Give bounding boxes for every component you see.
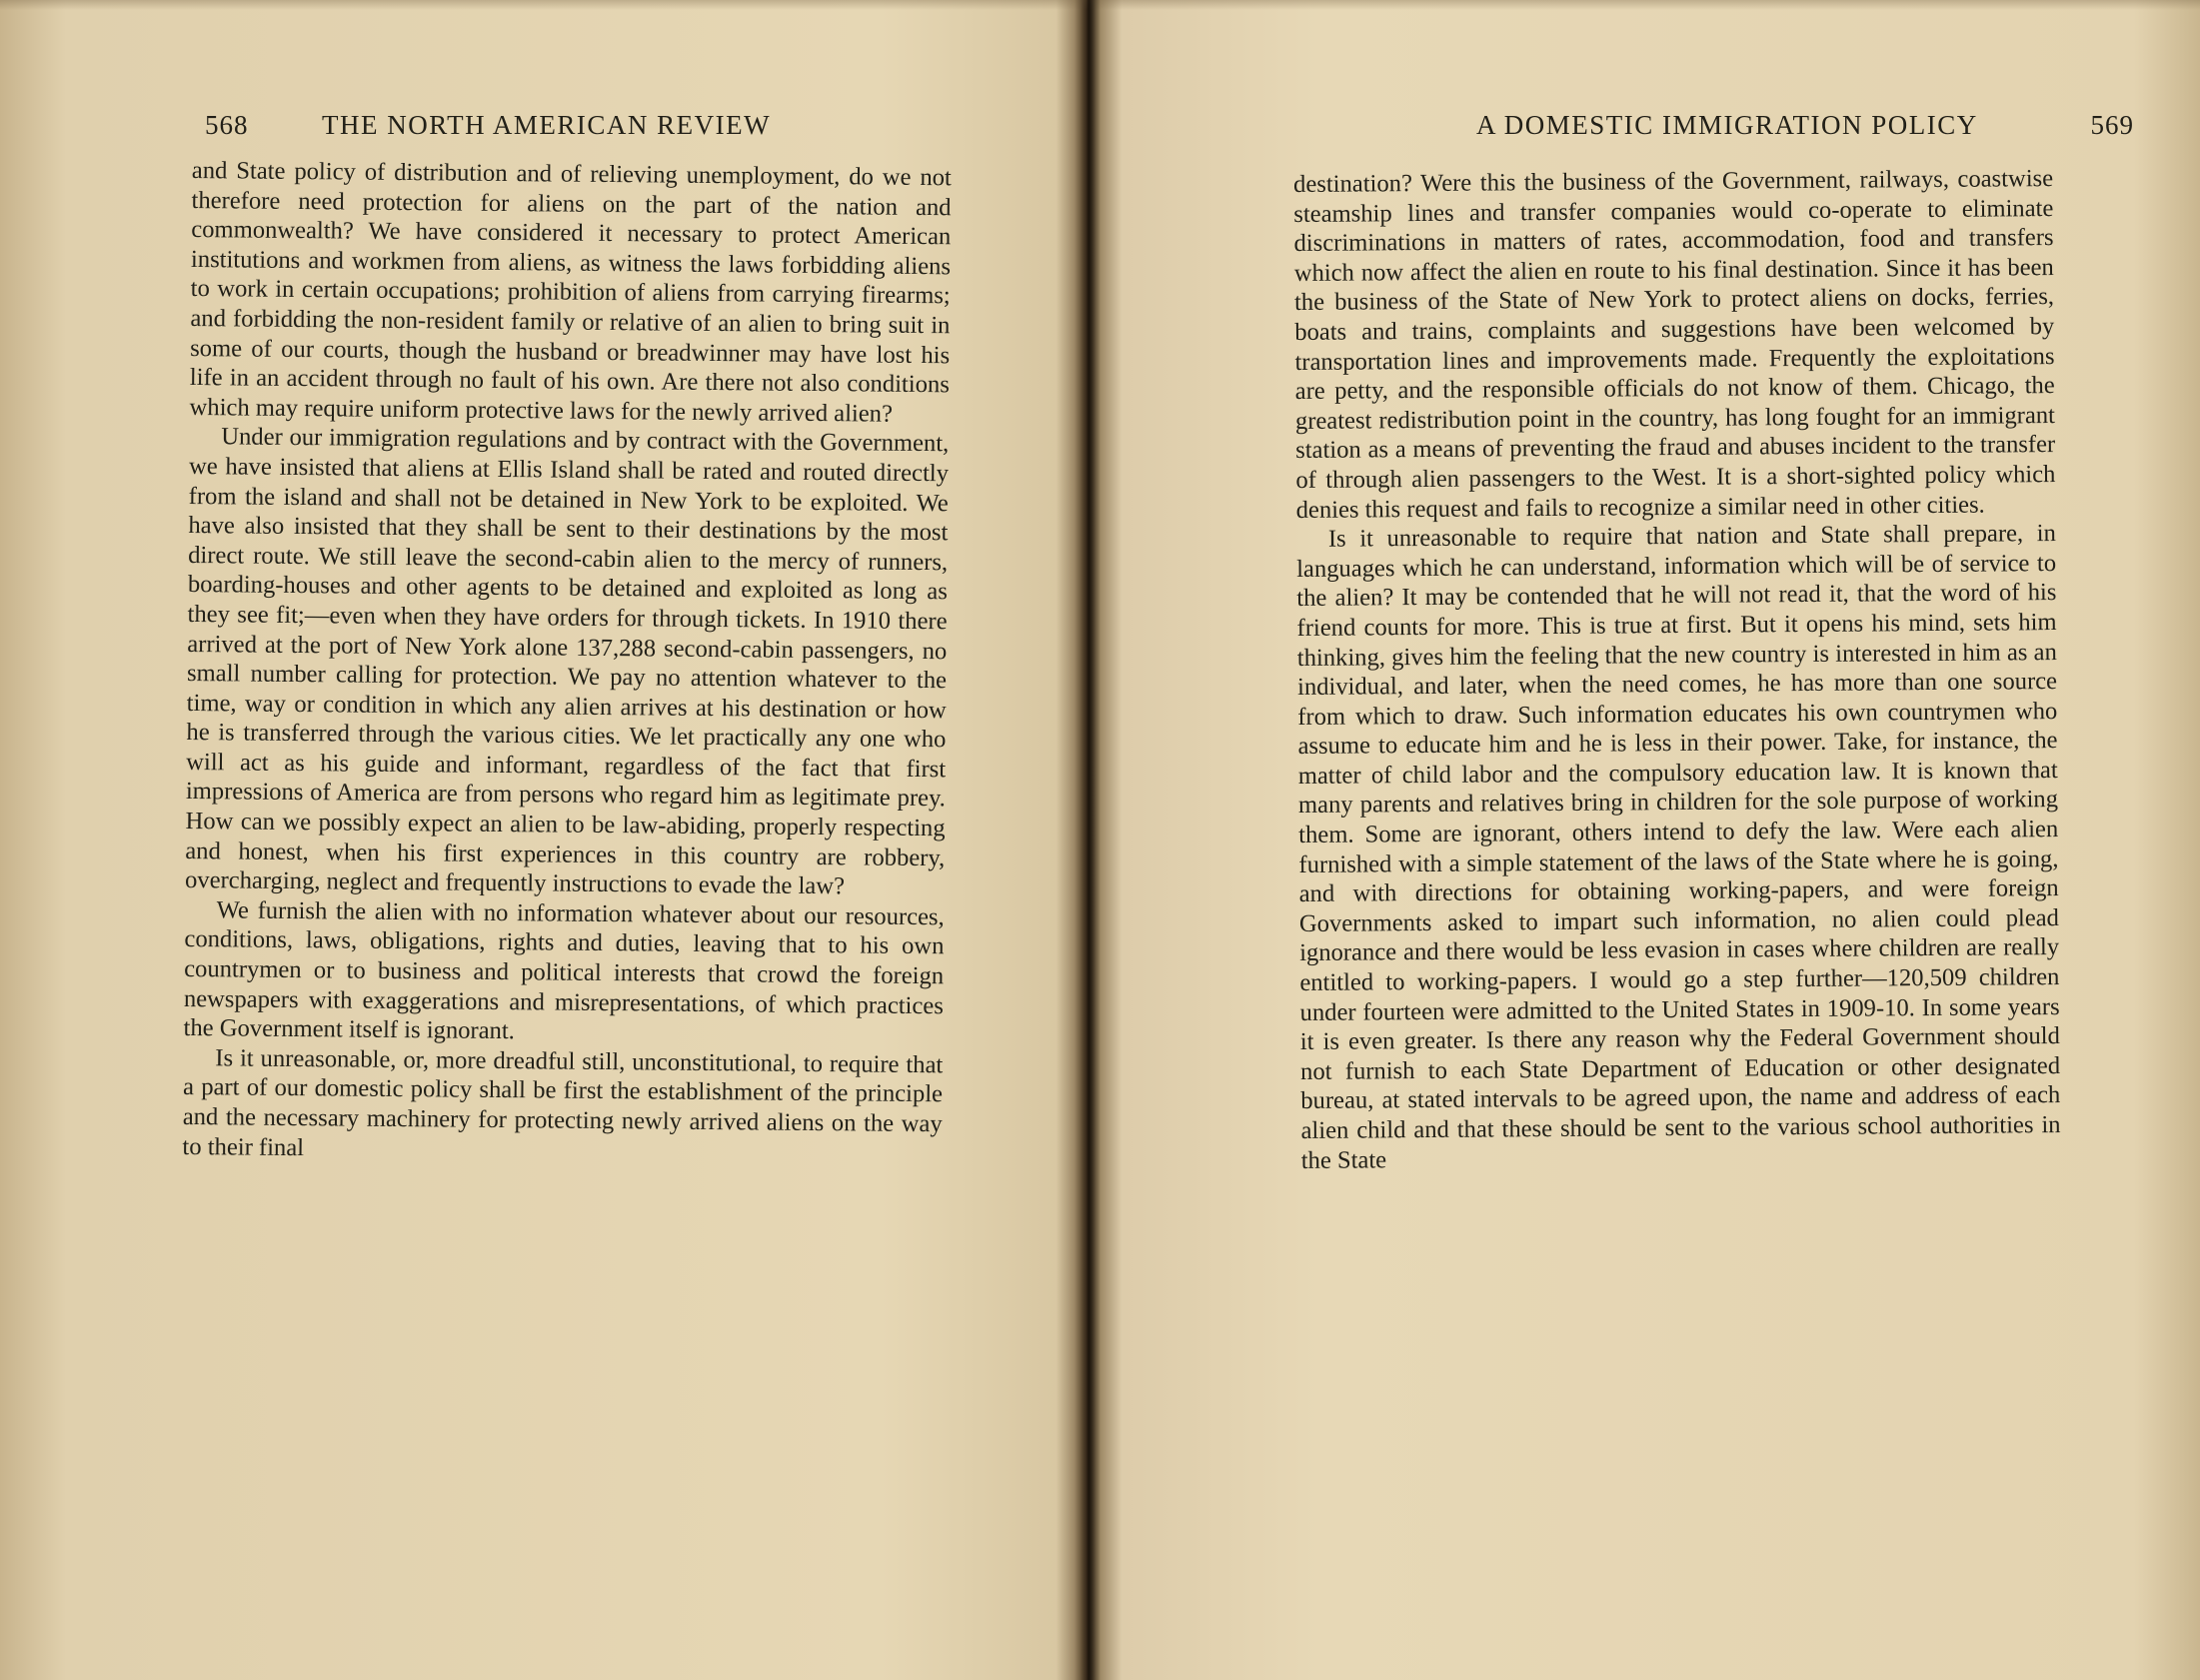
right-body-text — [1293, 164, 2061, 1175]
left-paragraph-1: and State policy of distribution and of relieving unemployment, do we not therefore need protection for aliens on the part of the nation and commonwealth? We have considered it necessary to protect American institutions and workmen from aliens, as witness the laws forbidding aliens to work in certain occupations; prohibition of aliens from carrying firearms; and forbidding the non-resident family or relative of an alien to bring suit in some of our courts, though the husband or breadwinner may have lost his life in an accident through no fault of his own. Are there not also conditions which may require uniform protective laws for the newly arrived alien? — [189, 156, 952, 428]
left-paragraph-2: Under our immigration regulations and by contract with the Government, we have insisted that aliens at Ellis Island shall be rated and routed directly from the island and shall not be detained in New York to be exploited. We have also insisted that they shall be sent to their destinations by the most direct route. We still leave the second-cabin alien to the mercy of runners, boarding-houses and other agents to be detained and exploited as long as they see fit;—even when they have orders for through tickets. In 1910 there arrived at the port of New York alone 137,288 second-cabin passengers, no small number calling for protection. We pay no attention whatever to the time, way or condition in which any alien arrives at his destination or how he is transferred through the various cities. We let practically any one who will act as his guide and informant, regardless of the fact that first impressions of America are from persons who regard him as legitimate prey. How can we possibly expect an alien to be law-abiding, properly respecting and honest, when his first experiences in this country are robbery, overcharging, neglect and frequently instructions to evade the law? — [184, 423, 950, 900]
right-paragraph-1: destination? Were this the business of the Government, railways, coastwise steamship lines and transfer companies would co-operate to eliminate discriminations in matters of rates, accommodation, food and transfers which now affect the alien en route to his final destination. Since it has been the business of the State of New York to protect aliens on docks, ferries, boats and trains, complaints and suggestions have been welcomed by transportation lines and improvements made. Frequently the exploitations are petty, and the responsible officials do not know of them. Chicago, the greatest redistribution point in the country, has long fought for an immigrant station as a means of preventing the fraud and abuses incident to the transfer of through alien passengers to the West. It is a short-sighted policy which denies this request and fails to recognize a similar need in other cities. — [1293, 165, 2056, 524]
right-running-title: A DOMESTIC IMMIGRATION POLICY — [1476, 110, 1978, 140]
right-page-number: 569 — [2090, 110, 2134, 140]
left-page — [0, 0, 1088, 1680]
left-paragraph-4: Is it unreasonable, or, more dreadful still, unconstitutional, to require that a part of our domestic policy shall be first the establishment of the principle and the necessary machinery for protecting newly arrived aliens on the way to their final — [182, 1044, 944, 1161]
left-page-number: 568 — [205, 110, 249, 140]
right-paragraph-2: Is it unreasonable to require that nation and State shall prepare, in languages which he can understand, information which will be of service to the alien? It may be contended that he will not read it, that the word of his friend counts for more. This is true at first. But it opens his mind, sets him thinking, gives him the feeling that the new country is interested in him as an individual, and later, when the need comes, he has more than one source from which to draw. Such information educates his own countrymen who assume to educate him and he is less in their power. Take, for instance, the matter of child labor and the compulsory education law. It is known that many parents and relatives bring in children for the sole purpose of working them. Some are ignorant, others intend to defy the law. Were each alien furnished with a simple statement of the laws of the State where he is going, and with directions for obtaining working-papers, and were foreign Governments asked to impart such information, no alien could plead ignorance and there would be less evasion in cases where children are really entitled to working-papers. I would go a step further—120,509 children under fourteen were admitted to the United States in 1909-10. In some years it is even greater. Is there any reason why the Federal Government should not furnish to each State Department of Education or other designated bureau, at stated intervals to be agreed upon, the name and address of each alien child and that these should be sent to the various school authorities in the State — [1296, 520, 2061, 1174]
left-paragraph-3: We furnish the alien with no information whatever about our resources, conditions, laws, obligations, rights and duties, leaving that to his own countrymen or to business and political interests that crowd the foreign newspapers with exaggerations and misrepresentations, of which practices the Government itself is ignorant. — [183, 896, 945, 1045]
right-page — [1092, 0, 2200, 1680]
left-body-text — [182, 156, 952, 1168]
left-running-title: THE NORTH AMERICAN REVIEW — [322, 110, 772, 140]
